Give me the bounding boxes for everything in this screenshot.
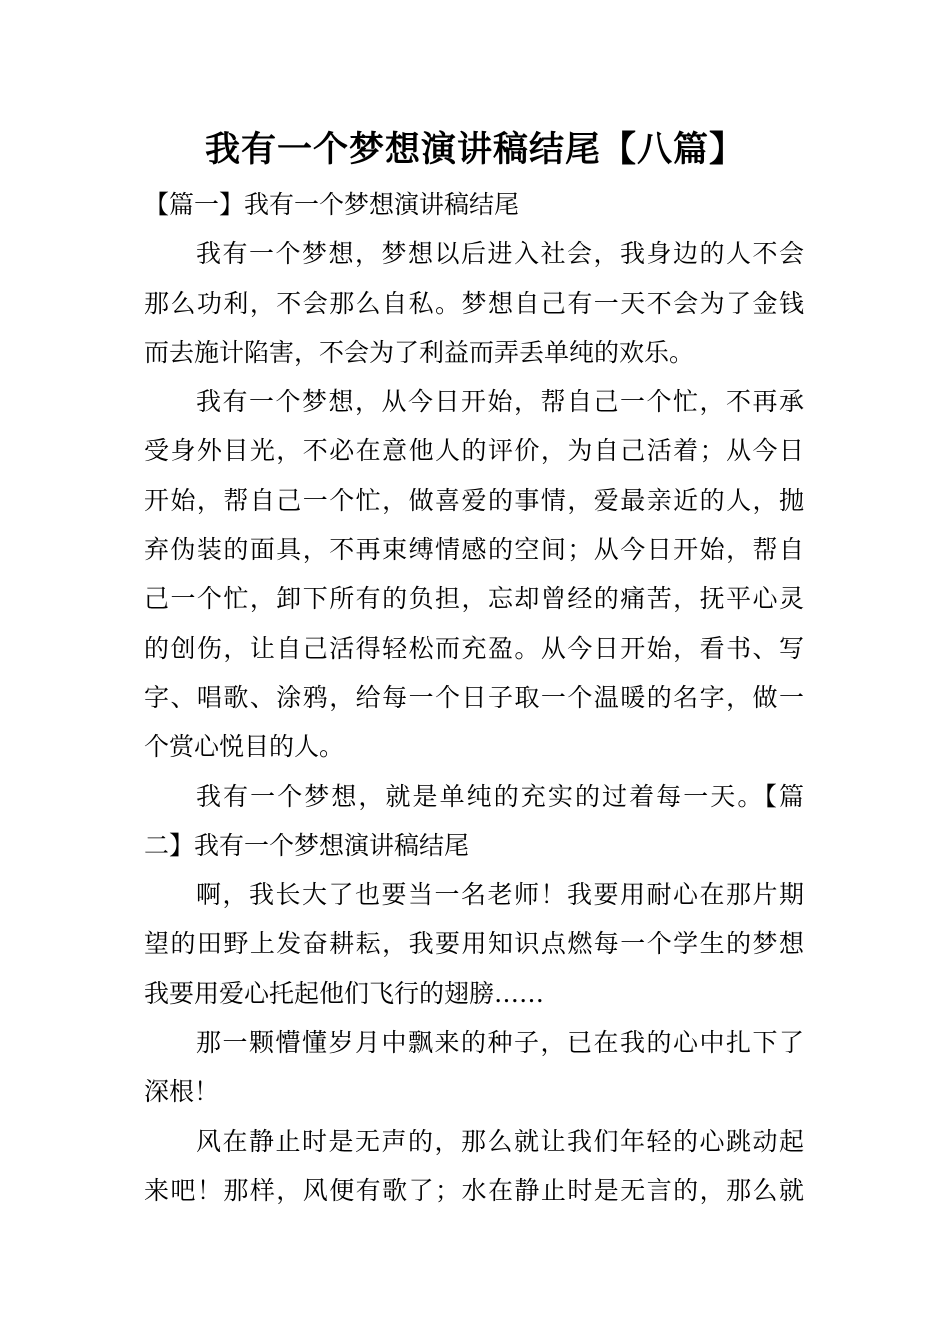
- text-line: 风在静止时是无声的，那么就让我们年轻的心跳动起: [196, 1126, 804, 1156]
- text-line: 开始，帮自己一个忙，做喜爱的事情，爱最亲近的人，抛: [144, 485, 804, 515]
- text-line: 那一颗懵懂岁月中飘来的种子，已在我的心中扎下了: [196, 1028, 804, 1058]
- text-line: 那么功利，不会那么自私。梦想自己有一天不会为了金钱: [144, 288, 804, 318]
- text-line: 来吧！那样，风便有歌了；水在静止时是无言的，那么就: [144, 1175, 804, 1205]
- text-line: 己一个忙，卸下所有的负担，忘却曾经的痛苦，抚平心灵: [144, 584, 804, 614]
- text-line: 深根！: [144, 1077, 220, 1107]
- text-line: 我有一个梦想，就是单纯的充实的过着每一天。【篇: [196, 781, 804, 811]
- text-line: 的创伤，让自己活得轻松而充盈。从今日开始，看书、写: [144, 633, 804, 663]
- text-line: 我有一个梦想，梦想以后进入社会，我身边的人不会: [196, 239, 804, 269]
- text-line: 二】我有一个梦想演讲稿结尾: [144, 830, 470, 860]
- text-line: 弃伪装的面具，不再束缚情感的空间；从今日开始，帮自: [144, 535, 804, 565]
- text-line: 啊，我长大了也要当一名老师！我要用耐心在那片期: [196, 880, 804, 910]
- document-body: [144, 180, 844, 1215]
- text-line: 而去施计陷害，不会为了利益而弄丢单纯的欢乐。: [144, 337, 695, 367]
- text-line: 【篇一】我有一个梦想演讲稿结尾: [144, 190, 520, 219]
- text-line: 我有一个梦想，从今日开始，帮自己一个忙，不再承: [196, 387, 804, 417]
- text-line: 个赏心悦目的人。: [144, 732, 345, 762]
- text-line: 字、唱歌、涂鸦，给每一个日子取一个温暖的名字，做一: [144, 682, 804, 712]
- text-line: 受身外目光，不必在意他人的评价，为自己活着；从今日: [144, 436, 804, 466]
- text-line: 望的田野上发奋耕耘，我要用知识点燃每一个学生的梦想: [144, 929, 804, 959]
- text-line: 我要用爱心托起他们飞行的翅膀……: [144, 978, 545, 1008]
- document-title: 我有一个梦想演讲稿结尾【八篇】: [204, 129, 745, 170]
